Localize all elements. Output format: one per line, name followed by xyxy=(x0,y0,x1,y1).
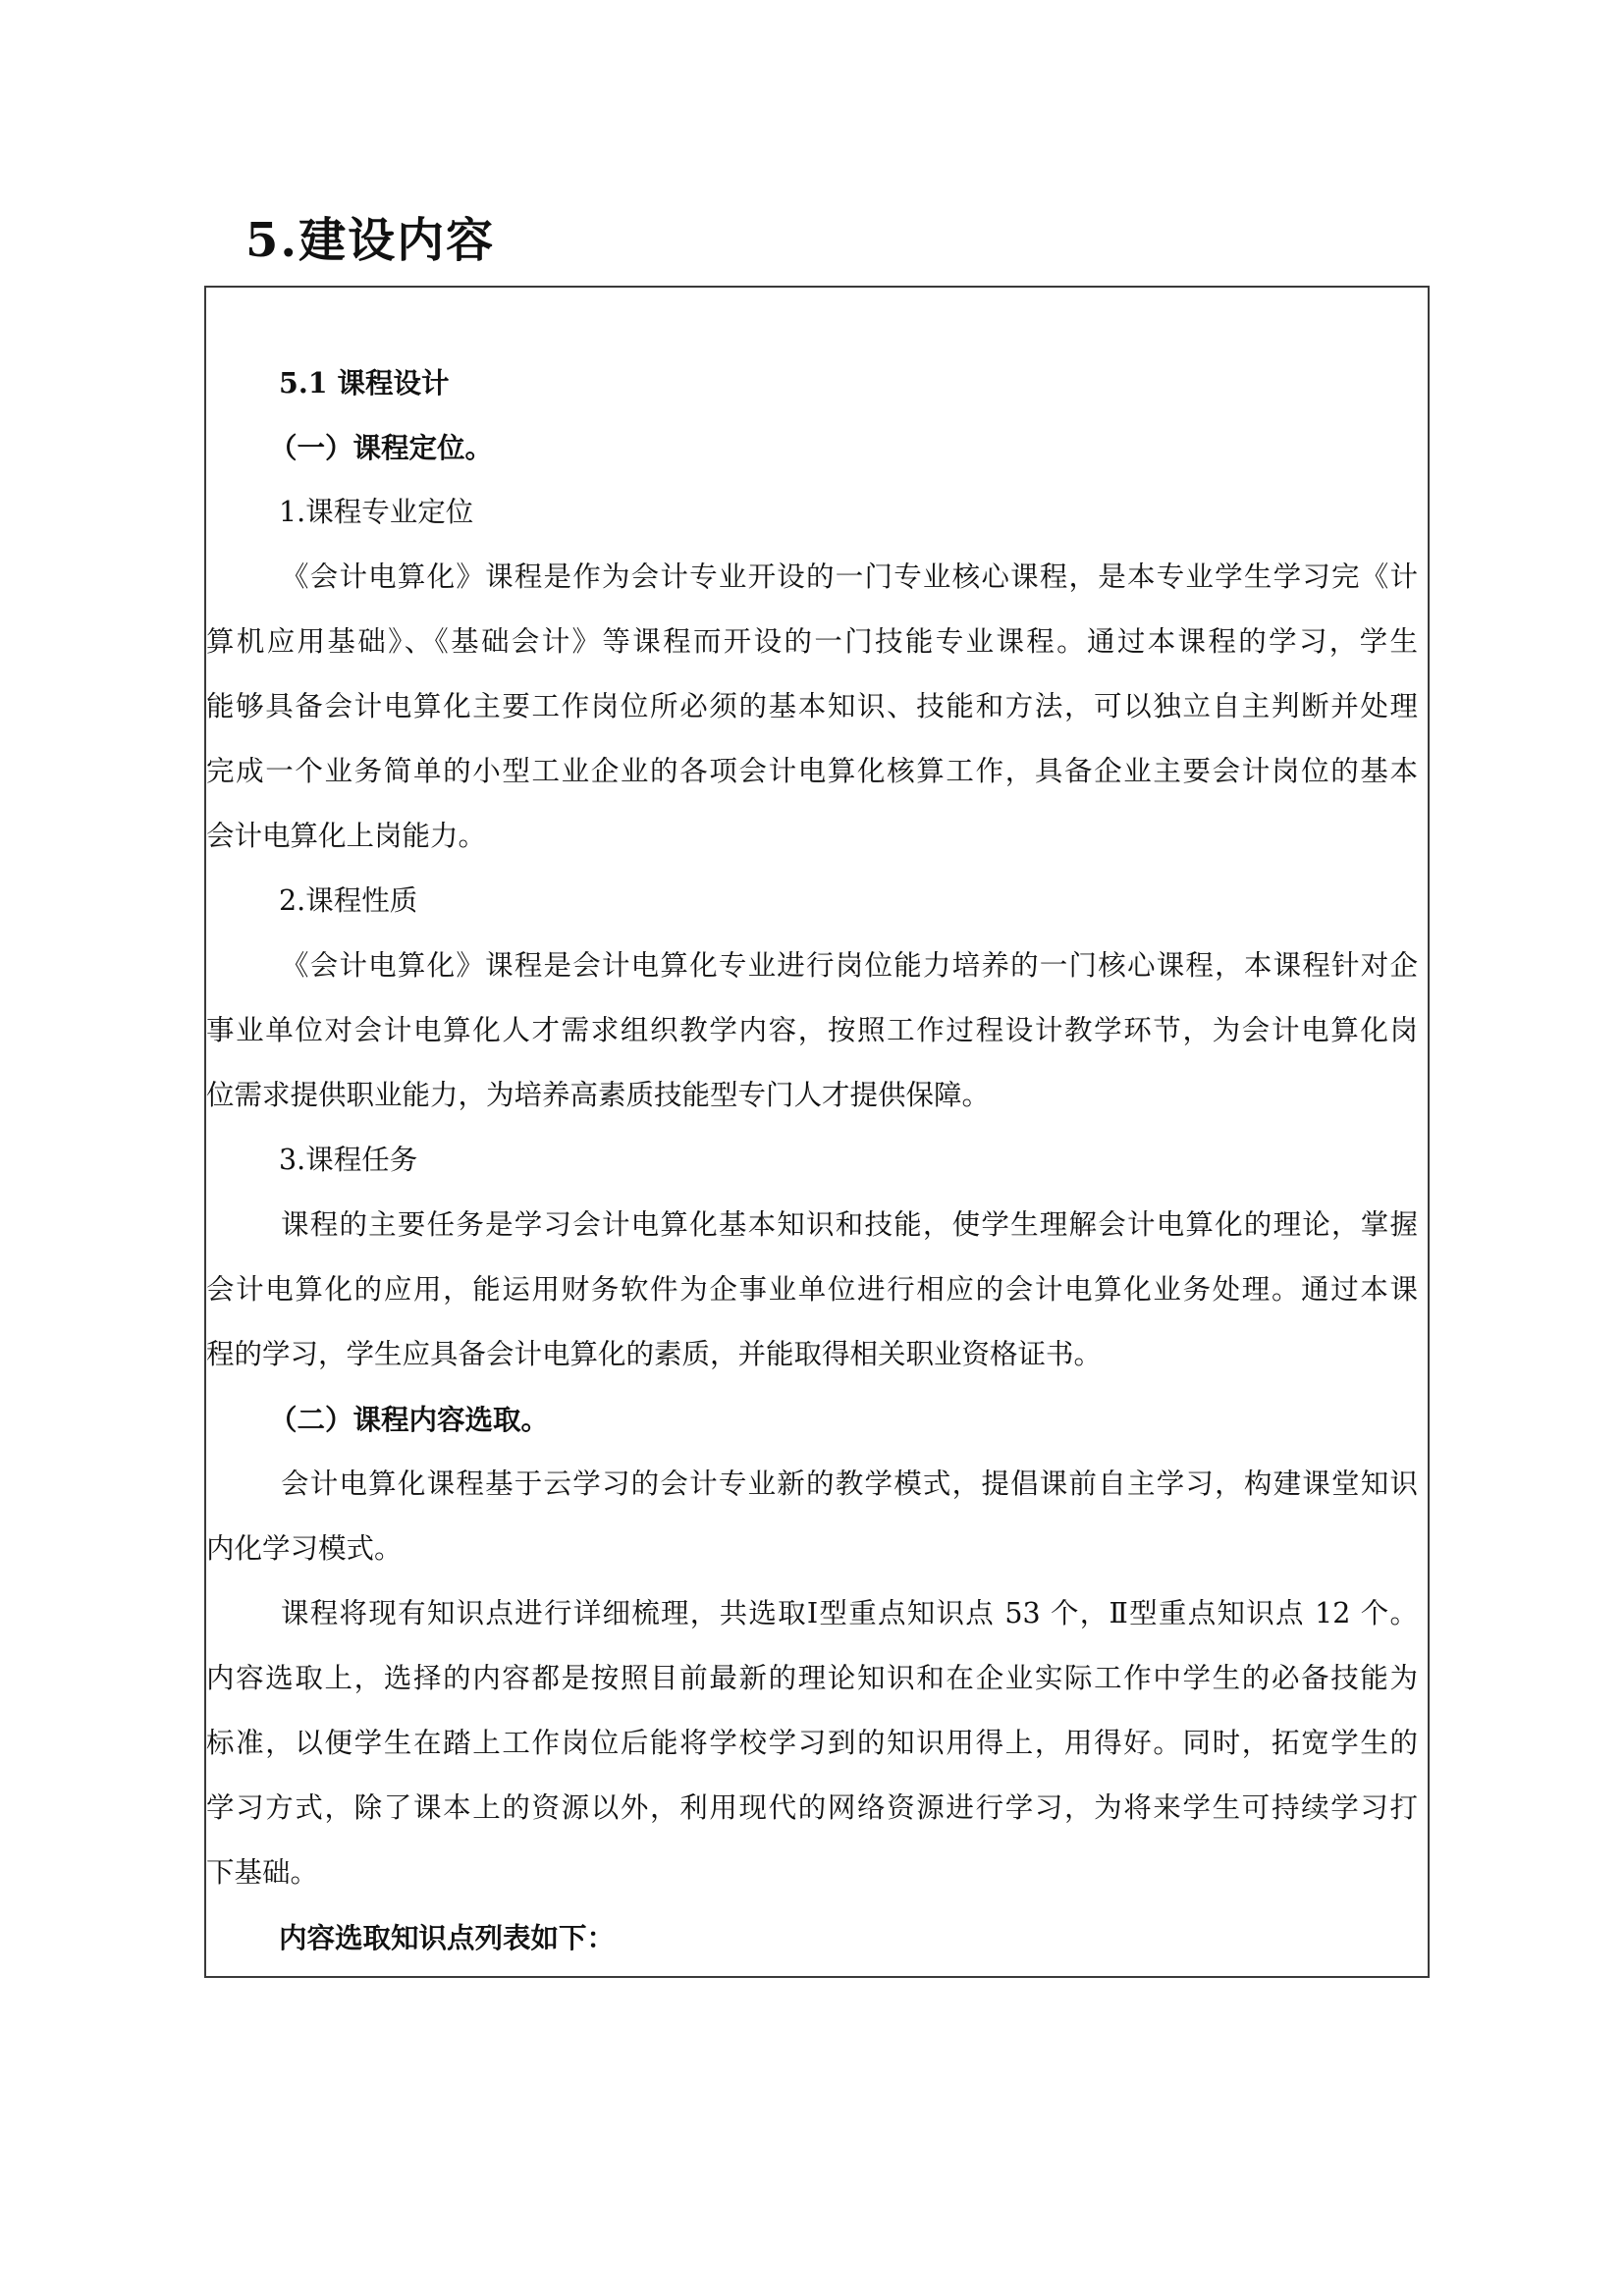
paragraph-line: 完成一个业务简单的小型工业企业的各项会计电算化核算工作，具备企业主要会计岗位的基本 xyxy=(206,755,1418,787)
paragraph-line: 位需求提供职业能力，为培养高素质技能型专门人才提供保障。 xyxy=(206,1079,991,1111)
paragraph-line: 内化学习模式。 xyxy=(206,1532,403,1565)
paragraph-line: 会计电算化上岗能力。 xyxy=(206,820,487,852)
subsection-heading-positioning: （一）课程定位。 xyxy=(269,431,494,464)
paragraph-line: 算机应用基础》、《基础会计》等课程而开设的一门技能专业课程。通过本课程的学习，学生 xyxy=(206,625,1418,658)
item-title-course-tasks: 3.课程任务 xyxy=(279,1144,418,1176)
subsection-heading-content-selection: （二）课程内容选取。 xyxy=(269,1403,550,1436)
paragraph-line: 会计电算化课程基于云学习的会计专业新的教学模式，提倡课前自主学习，构建课堂知识 xyxy=(281,1468,1418,1500)
paragraph-line: 学习方式，除了课本上的资源以外，利用现代的网络资源进行学习，为将来学生可持续学习打 xyxy=(206,1791,1418,1824)
paragraph-line: 课程将现有知识点进行详细梳理，共选取Ⅰ型重点知识点 53 个，Ⅱ型重点知识点 12 个。 xyxy=(281,1597,1418,1629)
paragraph-line: 内容选取上，选择的内容都是按照目前最新的理论知识和在企业实际工作中学生的必备技能为 xyxy=(206,1662,1418,1694)
paragraph-line: 《会计电算化》课程是会计电算化专业进行岗位能力培养的一门核心课程，本课程针对企 xyxy=(281,949,1418,982)
paragraph-line: 标准，以便学生在踏上工作岗位后能将学校学习到的知识用得上，用得好。同时，拓宽学生的 xyxy=(206,1727,1418,1759)
paragraph-line: 《会计电算化》课程是作为会计专业开设的一门专业核心课程，是本专业学生学习完《计 xyxy=(281,561,1418,593)
page-heading: 5.建设内容 xyxy=(245,213,496,268)
item-title-course-nature: 2.课程性质 xyxy=(279,884,418,917)
paragraph-line: 事业单位对会计电算化人才需求组织教学内容，按照工作过程设计教学环节，为会计电算化岗 xyxy=(206,1014,1418,1046)
section-title: 5.1 课程设计 xyxy=(279,366,450,400)
list-intro: 内容选取知识点列表如下： xyxy=(279,1921,616,1954)
item-title-professional-positioning: 1.课程专业定位 xyxy=(279,496,474,528)
paragraph-line: 下基础。 xyxy=(206,1856,319,1889)
paragraph-line: 程的学习，学生应具备会计电算化的素质，并能取得相关职业资格证书。 xyxy=(206,1338,1103,1370)
paragraph-line: 会计电算化的应用，能运用财务软件为企事业单位进行相应的会计电算化业务处理。通过本课 xyxy=(206,1273,1418,1306)
paragraph-line: 能够具备会计电算化主要工作岗位所必须的基本知识、技能和方法，可以独立自主判断并处理 xyxy=(206,690,1418,722)
paragraph-line: 课程的主要任务是学习会计电算化基本知识和技能，使学生理解会计电算化的理论，掌握 xyxy=(281,1208,1418,1241)
content-box xyxy=(204,286,1430,1978)
